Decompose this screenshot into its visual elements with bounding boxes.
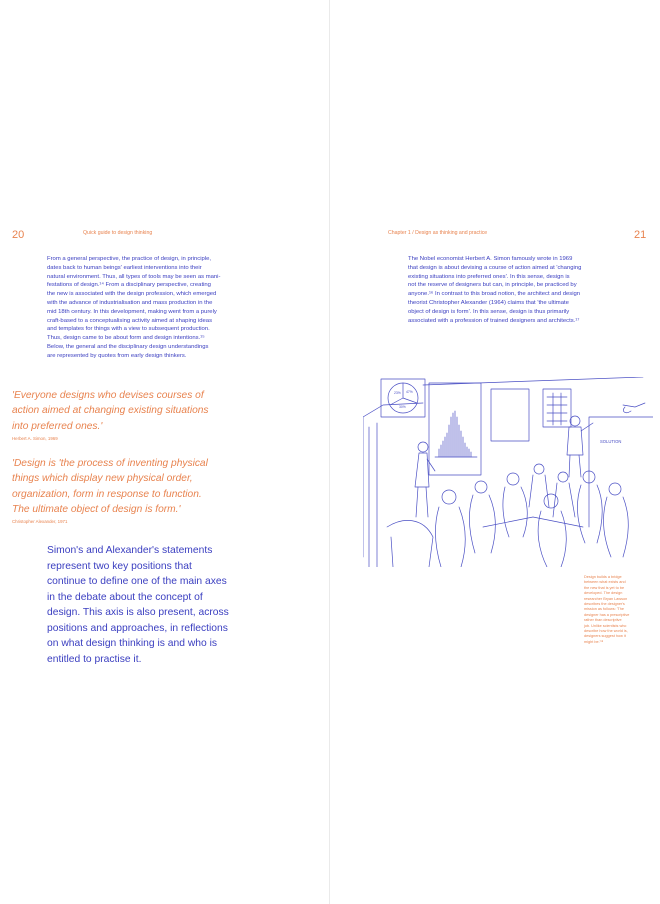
caption-line: might be.'¹⁸ [584,639,604,644]
caption-line: the new that is yet to be [584,585,625,590]
grid-lines [547,393,567,425]
body-text [47,255,297,361]
page-number: 20 [12,229,25,241]
body-line: theorist Christopher Alexander (1964) claims that 'the ultimate [408,299,569,306]
quote-alexander [12,456,312,525]
body-line: natural environment. Thus, all types of tools may be seen as mani- [47,273,221,280]
body-line: object of design is form'. In this sense, design is thus primarily [408,308,570,315]
body-line: Below, the general and the disciplinary design understandings [47,343,209,350]
quote-line: things which display new physical order, [12,473,193,485]
pie-label: 30% [399,405,406,409]
chair [387,520,433,567]
body-text [408,255,648,325]
body-line: not the reserve of designers but can, in principle, be practiced by [408,282,577,289]
illustration-caption [584,575,636,645]
body-line: dates back to human beings' earliest interventions into their [47,264,202,271]
quote-line: action aimed at changing existing situations [12,405,209,417]
pointing-hand [623,403,645,413]
caption-line: Design builds a bridge [584,575,622,579]
caption-line: designers suggest how it [584,634,626,639]
body-line: with the advance of industrialisation and mass production in the [47,299,213,306]
running-head: Chapter 1 / Design as thinking and practice [388,230,488,236]
lead-line: positions and approaches, in reflections [47,622,228,634]
quote-attribution: Herbert A. Simon, 1969 [12,435,58,441]
caption-line: between what exists and [584,580,626,585]
caption-line: designer has a prescriptive [584,612,630,617]
seated-participants [435,464,628,567]
lead-paragraph [47,543,287,667]
body-line: mid 18th century. In this development, making went from a purely [47,308,217,315]
standing-woman [415,442,435,517]
table-edge [483,517,583,527]
caption-line: describe how the world is, [584,629,628,634]
histogram-bars [439,411,471,457]
wall-line [369,423,377,567]
body-line: The Nobel economist Herbert A. Simon famously wrote in 1969 [408,256,573,262]
caption-line: job. Unlike scientists who [584,623,627,628]
body-line: anyone.¹⁶ In contrast to this broad notion, the architect and design [408,291,581,298]
lead-line: entitled to practise it. [47,653,142,665]
lead-line: design. This axis is also present, across [47,607,229,618]
lead-line: continue to define one of the main axes [47,576,227,587]
lead-line: in the debate about the concept of [47,591,203,603]
body-line: that design is about devising a course of action aimed at 'changing [408,264,582,271]
quote-attribution: Christopher Alexander, 1971 [12,519,68,525]
blank-board [491,389,529,441]
caption-line: describes the designer's [584,602,625,607]
caption-line: researcher Bryan Lawson [584,596,628,601]
quote-line: The ultimate object of design is form.' [12,503,181,515]
body-line: are represented by quotes from early design thinkers. [47,352,187,359]
quote-line: organization, form in response to function. [12,488,202,500]
solution-board [589,417,653,527]
quote-simon [12,388,312,442]
body-line: the new is associated with the design profession, which emerged [47,291,217,298]
quote-line: 'Design is 'the process of inventing physical [12,458,208,469]
body-line: existing situations into preferred ones'. In this sense, design is [408,273,570,280]
lead-line: represent two key positions that [47,560,192,572]
solution-label: SOLUTION [600,439,622,444]
quote-line: 'Everyone designs who devises courses of [12,390,204,401]
caption-line: developed. The design [584,591,623,596]
caption-line: rather than descriptive [584,618,622,623]
body-line: craft-based to a conceptualising activity aimed at shaping ideas [47,317,213,324]
pie-label: 23% [394,391,401,395]
lead-line: on what design thinking is and who is [47,638,218,649]
quote-line: into preferred ones.' [12,420,103,432]
pie-label: 47% [406,390,413,394]
body-line: From a general perspective, the practice of design, in principle, [47,256,212,262]
lead-line: Simon's and Alexander's statements [47,545,213,556]
caption-line: mission as follows: 'The [584,607,624,612]
body-line: and templates for things with a view to subsequent production. [47,326,210,333]
page-number: 21 [634,229,647,241]
meeting-illustration [363,377,653,567]
running-head: Quick guide to design thinking [83,230,153,236]
body-line: associated with a profession of trained designers and architects.¹⁷ [408,317,580,324]
body-line: Thus, design came to be about form and design intentions.¹⁵ [47,335,205,342]
body-line: festations of design.¹⁴ From a disciplinary perspective, creating [47,282,211,289]
